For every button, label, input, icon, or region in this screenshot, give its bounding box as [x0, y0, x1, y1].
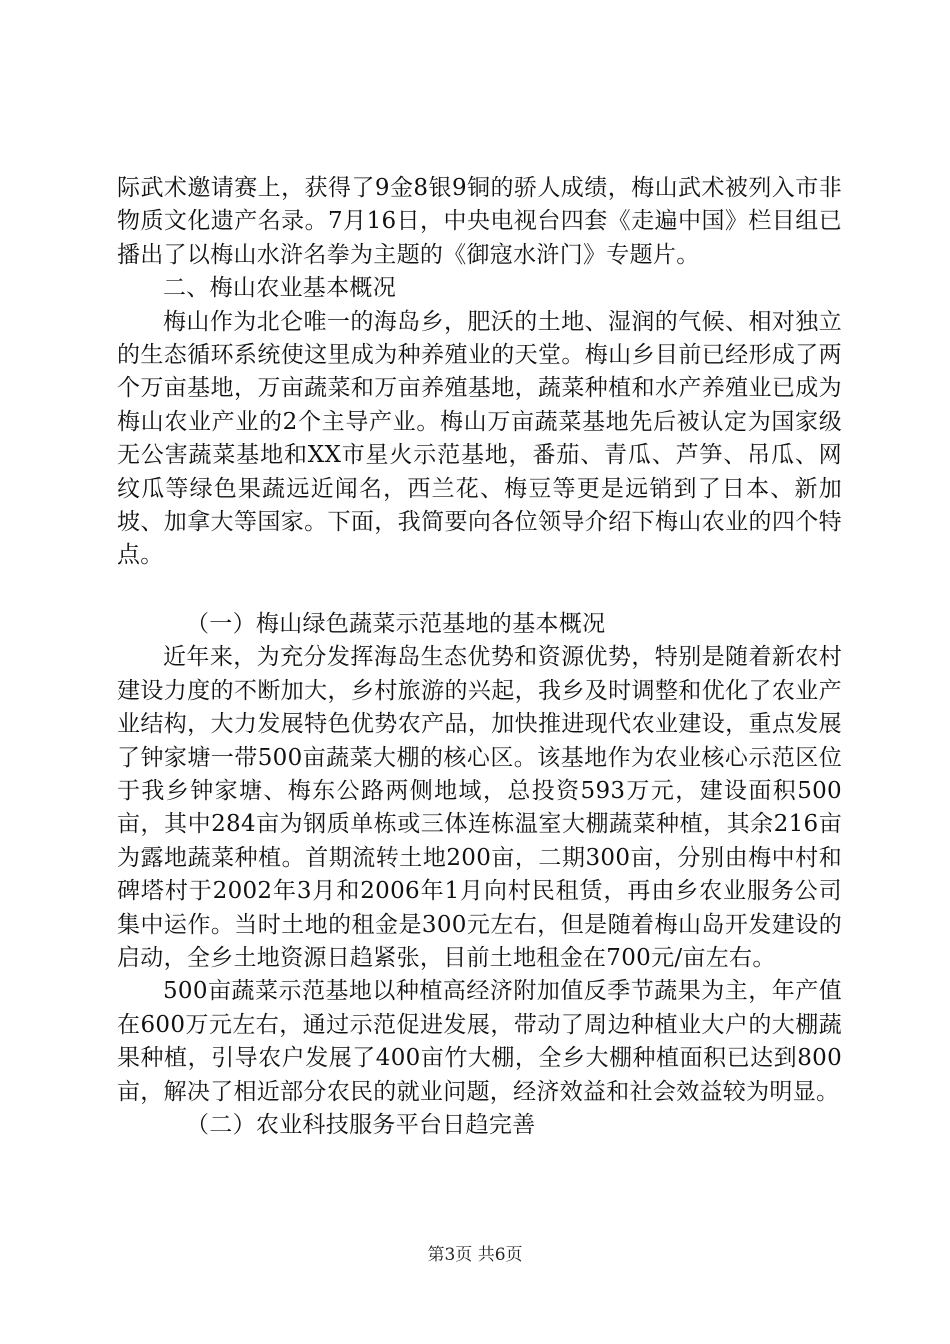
paragraph-vegetable-output: 500亩蔬菜示范基地以种植高经济附加值反季节蔬果为主，年产值在600万元左右，通过示范促进发展，带动了周边种植业大户的大棚蔬果种植，引导农户发展了400亩竹大棚，全乡大棚种植面积已达到800亩，解决了相近部分农民的就业问题，经济效益和社会效益较为明显。	[117, 978, 842, 1105]
paragraph-agriculture-overview: 梅山作为北仑唯一的海岛乡，肥沃的土地、湿润的气候、相对独立的生态循环系统使这里成为种养殖业的天堂。梅山乡目前已经形成了两个万亩基地，万亩蔬菜和万亩养殖基地，蔬菜种植和水产养殖业已成为梅山农业产业的2个主导产业。梅山万亩蔬菜基地先后被认定为国家级无公害蔬菜基地和XX市星火示范基地，番茄、青瓜、芦笋、吊瓜、网纹瓜等绿色果蔬远近闻名，西兰花、梅豆等更是远销到了日本、新加坡、加拿大等国家。下面，我简要向各位领导介绍下梅山农业的四个特点。	[117, 308, 842, 569]
paragraph-vegetable-base: 近年来，为充分发挥海岛生态优势和资源优势，特别是随着新农村建设力度的不断加大，乡村旅游的兴起，我乡及时调整和优化了农业产业结构，大力发展特色优势农产品，加快推进现代农业建设，重点发展了钟家塘一带500亩蔬菜大棚的核心区。该基地作为农业核心示范区位于我乡钟家塘、梅东公路两侧地域，总投资593万元，建设面积500亩，其中284亩为钢质单栋或三体连栋温室大棚蔬菜种植，其余216亩为露地蔬菜种植。首期流转土地200亩，二期300亩，分别由梅中村和碑塔村于2002年3月和2006年1月向村民租赁，再由乡农业服务公司集中运作。当时土地的租金是300元左右，但是随着梅山岛开发建设的启动，全乡土地资源日趋紧张，目前土地租金在700元/亩左右。	[117, 644, 842, 971]
section-heading-agriculture-overview: 二、梅山农业基本概况	[163, 275, 396, 302]
paragraph-gap	[117, 573, 842, 608]
subsection-heading-tech-service: （二）农业科技服务平台日趋完善	[186, 1111, 536, 1138]
page-number-footer: 第3页 共6页	[427, 1245, 523, 1265]
document-body	[117, 172, 842, 1142]
subsection-heading-vegetable-base: （一）梅山绿色蔬菜示范基地的基本概况	[186, 610, 606, 637]
paragraph-continuation: 际武术邀请赛上，获得了9金8银9铜的骄人成绩，梅山武术被列入市非物质文化遗产名录。7月16日，中央电视台四套《走遍中国》栏目组已播出了以梅山水浒名拳为主题的《御寇水浒门》专题片。	[117, 175, 842, 268]
